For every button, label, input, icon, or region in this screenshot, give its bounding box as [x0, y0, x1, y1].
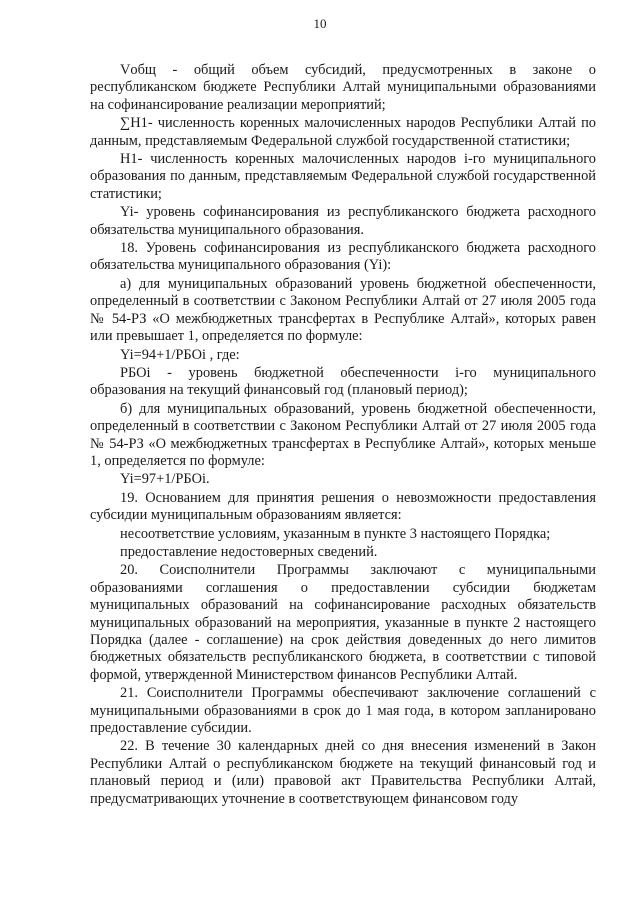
paragraph: 21. Соисполнители Программы обеспечивают заключение соглашений с муниципальными образованиями в срок до 1 мая года, в котором запланировано предоставление субсидии.: [90, 685, 596, 737]
paragraph: ∑H1- численность коренных малочисленных народов Республики Алтай по данным, представляемым Федеральной службой государственной статистики;: [90, 115, 596, 149]
paragraph: б) для муниципальных образований, уровень бюджетной обеспеченности, определенный в соответствии с Законом Республики Алтай от 27 июля 2005 года № 54-РЗ «О межбюджетных трансфертах в Республике Алтай», которых меньше 1, определяется по формуле:: [90, 400, 596, 469]
paragraph: 18. Уровень софинансирования из республиканского бюджета расходного обязательства муниципального образования (Yi):: [90, 240, 596, 274]
paragraph: предоставление недостоверных сведений.: [120, 543, 378, 560]
document-body: [90, 62, 596, 808]
paragraph: а) для муниципальных образований уровень бюджетной обеспеченности, определенный в соответствии с Законом Республики Алтай от 27 июля 2005 года № 54-РЗ «О межбюджетных трансфертах в Республике Алтай», которых равен или превышает 1, определяется по формуле:: [90, 275, 596, 345]
paragraph: Yi=94+1/РБОi , где:: [120, 346, 240, 363]
paragraph: 19. Основанием для принятия решения о невозможности предоставления субсидии муниципальным образованиям является:: [90, 489, 596, 524]
paragraph: РБОi - уровень бюджетной обеспеченности i-го муниципального образования на текущий финансовый год (плановый период);: [90, 364, 596, 399]
paragraph: Yi- уровень софинансирования из республиканского бюджета расходного обязательства муниципального образования.: [90, 204, 596, 238]
paragraph: H1- численность коренных малочисленных народов i-го муниципального образования по данным, представляемым Федеральной службой государственной статистики;: [90, 151, 596, 202]
paragraph: Yi=97+1/РБОi.: [120, 471, 210, 488]
paragraph: Vобщ - общий объем субсидий, предусмотренных в законе о республиканском бюджете Республики Алтай муниципальными образованиями на софинансирование реализации мероприятий;: [90, 62, 596, 113]
paragraph: несоответствие условиям, указанным в пункте 3 настоящего Порядка;: [120, 525, 551, 542]
paragraph: 20. Соисполнители Программы заключают с муниципальными образованиями соглашения о предоставлении субсидии бюджетам муниципальных образований на софинансирование расходных обязательств муниципальных образований на мероприятия, указанные в пункте 2 настоящего Порядка (далее - соглашение) на срок действия доведенных до него лимитов бюджетных обязательств республиканского бюджета, в соответствии с типовой формой, утвержденной Министерством финансов Республики Алтай.: [90, 562, 596, 683]
paragraph: 22. В течение 30 календарных дней со дня внесения изменений в Закон Республики Алтай о республиканском бюджете на текущий финансовый год и плановый период и (или) правовой акт Правительства Республики Алтай, предусматривающих уточнение в соответствующем финансовом году: [90, 738, 596, 807]
page-number: 10: [313, 16, 327, 31]
